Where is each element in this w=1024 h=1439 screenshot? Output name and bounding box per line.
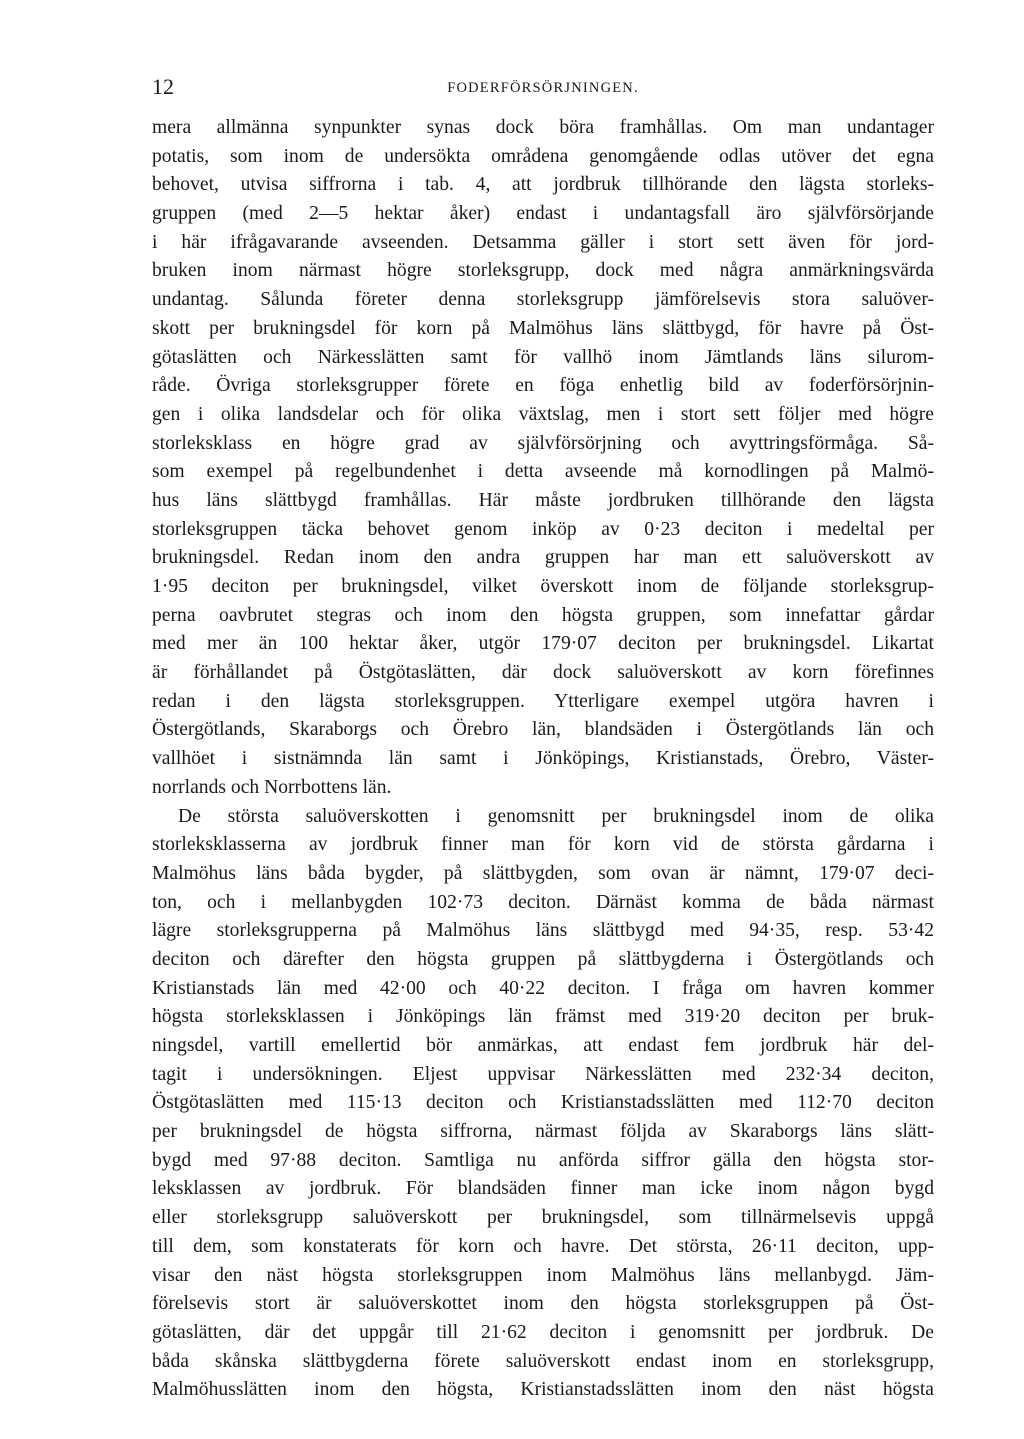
text-line: Malmöhusslätten inom den högsta, Kristianstadsslätten inom den näst högsta xyxy=(152,1379,934,1401)
text-line: undantag. Sålunda företer denna storleksgrupp jämförelsevis stora saluöver- xyxy=(152,289,934,311)
text-line: Kristianstads län med 42·00 och 40·22 deciton. I fråga om havren kommer xyxy=(152,977,934,999)
text-line: hus läns slättbygd framhållas. Här måste jordbruken tillhörande den lägsta xyxy=(152,489,934,511)
text-line: ningsdel, vartill emellertid bör anmärkas, att endast fem jordbruk här del- xyxy=(152,1035,934,1056)
text-line: visar den näst högsta storleksgruppen inom Malmöhus läns mellanbygd. Jäm- xyxy=(152,1264,934,1286)
body-text xyxy=(152,114,934,1405)
text-line: förelsevis stort är saluöverskottet inom den högsta storleksgruppen på Öst- xyxy=(152,1293,934,1315)
text-line: råde. Övriga storleksgrupper förete en föga enhetlig bild av foderförsörjnin- xyxy=(152,375,934,397)
paragraph-2 xyxy=(152,803,934,1405)
text-line: götaslätten, där det uppgår till 21·62 deciton i genomsnitt per jordbruk. De xyxy=(152,1321,934,1343)
text-line: behovet, utvisa siffrorna i tab. 4, att jordbruk tillhörande den lägsta storleks- xyxy=(152,174,934,196)
text-line: norrlands och Norrbottens län. xyxy=(152,776,392,798)
text-line: storleksklasserna av jordbruk finner man för korn vid de största gårdarna i xyxy=(152,834,934,856)
text-line: brukningsdel. Redan inom den andra gruppen har man ett saluöverskott av xyxy=(152,547,934,569)
text-line: lägre storleksgrupperna på Malmöhus läns slättbygd med 94·35, resp. 53·42 xyxy=(152,920,934,942)
text-line: redan i den lägsta storleksgruppen. Ytterligare exempel utgöra havren i xyxy=(152,690,934,712)
text-line: gruppen (med 2—5 hektar åker) endast i undantagsfall äro självförsörjande xyxy=(152,203,934,225)
text-line: är förhållandet på Östgötaslätten, där dock saluöverskott av korn förefinnes xyxy=(152,662,934,684)
text-line: De största saluöverskotten i genomsnitt per brukningsdel inom de olika xyxy=(178,805,934,827)
text-line: till dem, som konstaterats för korn och havre. Det största, 26·11 deciton, upp- xyxy=(152,1235,934,1257)
text-line: leksklassen av jordbruk. För blandsäden finner man icke inom någon bygd xyxy=(152,1178,934,1200)
text-line: per brukningsdel de högsta siffrorna, närmast följda av Skaraborgs läns slätt- xyxy=(152,1121,934,1143)
text-line: deciton och därefter den högsta gruppen på slättbygderna i Östergötlands och xyxy=(152,948,934,970)
text-line: Östergötlands, Skaraborgs och Örebro län, blandsäden i Östergötlands län och xyxy=(152,719,934,741)
text-line: bygd med 97·88 deciton. Samtliga nu anförda siffror gälla den högsta stor- xyxy=(152,1149,934,1171)
text-line: potatis, som inom de undersökta områdena genomgående odlas utöver det egna xyxy=(152,145,934,167)
text-line: båda skånska slättbygderna förete saluöverskott endast inom en storleksgrupp, xyxy=(152,1350,934,1372)
text-line: eller storleksgrupp saluöverskott per brukningsdel, som tillnärmelsevis uppgå xyxy=(152,1207,934,1229)
text-line: i här ifrågavarande avseenden. Detsamma gäller i stort sett även för jord- xyxy=(152,231,934,253)
text-line: perna oavbrutet stegras och inom den högsta gruppen, som innefattar gårdar xyxy=(152,604,934,626)
text-line: högsta storleksklassen i Jönköpings län främst med 319·20 deciton per bruk- xyxy=(152,1006,934,1028)
text-line: storleksklass en högre grad av självförsörjning och avyttringsförmåga. Så- xyxy=(152,432,934,454)
text-line: vallhöet i sistnämnda län samt i Jönköpings, Kristianstads, Örebro, Väster- xyxy=(152,748,934,770)
text-line: mera allmänna synpunkter synas dock böra framhållas. Om man undantager xyxy=(152,117,934,138)
text-line: ton, och i mellanbygden 102·73 deciton. Därnäst komma de båda närmast xyxy=(152,891,934,913)
text-line: Östgötaslätten med 115·13 deciton och Kristianstadsslätten med 112·70 deciton xyxy=(152,1092,934,1114)
text-line: 1·95 deciton per brukningsdel, vilket överskott inom de följande storleksgrup- xyxy=(152,576,934,597)
text-line: gen i olika landsdelar och för olika växtslag, men i stort sett följer med högre xyxy=(152,403,934,425)
document-page xyxy=(152,72,934,1405)
text-line: bruken inom närmast högre storleksgrupp, dock med några anmärkningsvärda xyxy=(152,260,934,282)
running-header xyxy=(152,72,934,106)
text-line: storleksgruppen täcka behovet genom inköp av 0·23 deciton i medeltal per xyxy=(152,518,934,540)
paragraph-1 xyxy=(152,114,934,803)
text-line: Malmöhus läns båda bygder, på slättbygden, som ovan är nämnt, 179·07 deci- xyxy=(152,862,934,884)
page-number: 12 xyxy=(152,74,174,99)
running-title: FODERFÖRSÖRJNINGEN. xyxy=(447,80,639,96)
text-line: götaslätten och Närkesslätten samt för vallhö inom Jämtlands läns silurom- xyxy=(152,346,934,368)
text-line: tagit i undersökningen. Eljest uppvisar Närkesslätten med 232·34 deciton, xyxy=(152,1063,934,1085)
text-line: som exempel på regelbundenhet i detta avseende må kornodlingen på Malmö- xyxy=(152,461,934,483)
text-line: med mer än 100 hektar åker, utgör 179·07 deciton per brukningsdel. Likartat xyxy=(152,633,934,655)
text-line: skott per brukningsdel för korn på Malmöhus läns slättbygd, för havre på Öst- xyxy=(152,317,934,339)
